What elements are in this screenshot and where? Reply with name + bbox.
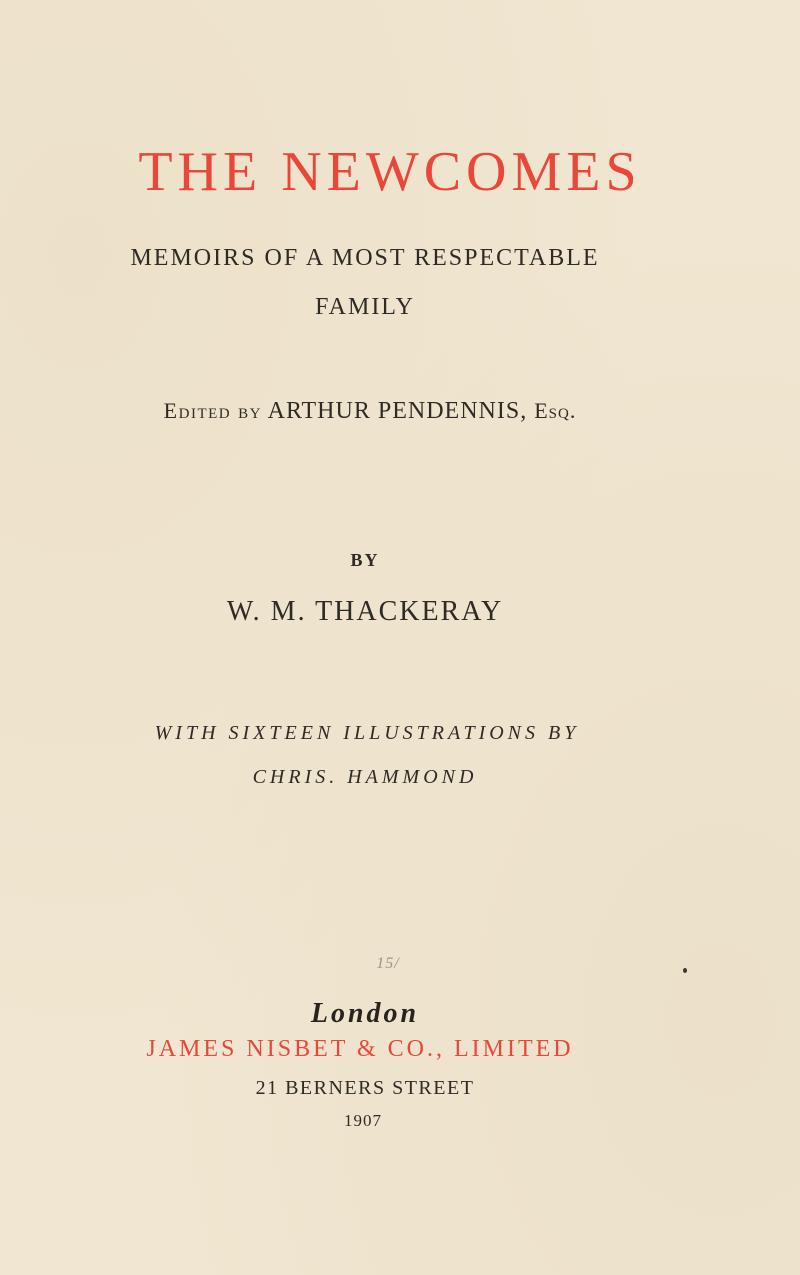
illustrations-line-2: CHRIS. HAMMOND — [252, 766, 478, 788]
illustrations-line-1: WITH SIXTEEN ILLUSTRATIONS BY — [154, 722, 580, 744]
imprint-publisher: JAMES NISBET & CO., LIMITED — [146, 1036, 574, 1062]
editor-line — [0, 398, 770, 425]
ink-speck — [683, 968, 687, 973]
subtitle-line-1: MEMOIRS OF A MOST RESPECTABLE — [130, 245, 600, 271]
editor-prefix: Edited by — [163, 398, 262, 423]
subtitle-line-2: FAMILY — [315, 294, 415, 320]
imprint-address: 21 BERNERS STREET — [255, 1077, 475, 1099]
author-name: W. M. THACKERAY — [226, 596, 504, 627]
book-title: THE NEWCOMES — [138, 141, 642, 203]
imprint-year: 1907 — [344, 1111, 382, 1130]
imprint-city: London — [310, 998, 420, 1029]
editor-suffix: Esq. — [534, 398, 577, 423]
by-label: BY — [350, 550, 380, 570]
editor-name: ARTHUR PENDENNIS, — [267, 398, 528, 424]
pencil-annotation: 15/ — [376, 955, 400, 972]
